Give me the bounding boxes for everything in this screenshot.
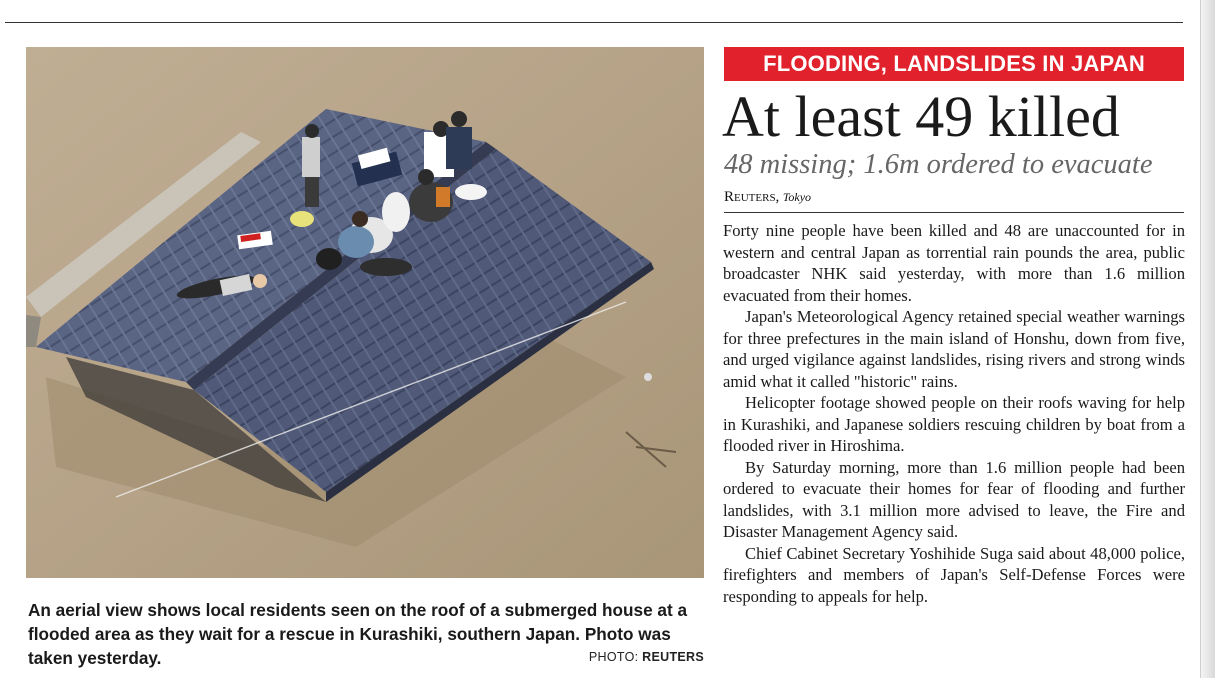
photo-caption: An aerial view shows local residents seen on the roof of a submerged house at a flooded area as they wait for a rescue in Kurashiki, southern Japan. Photo was taken yesterday. xyxy=(28,600,688,668)
top-rule xyxy=(5,22,1183,23)
article-paragraph: Forty nine people have been killed and 48 are unaccounted for in western and central Japan as torrential rain pounds the area, public broadcaster NHK said yesterday, with more than 1.6 million evacuated from their homes. xyxy=(723,221,1185,305)
photo-credit-source: REUTERS xyxy=(642,650,704,664)
byline-agency: Reuters, xyxy=(724,189,780,205)
headline: At least 49 killed xyxy=(722,84,1120,149)
article-paragraph: Chief Cabinet Secretary Yoshihide Suga said about 48,000 police, firefighters and members of Japan's Self-Defense Forces were responding to appeals for help. xyxy=(723,543,1185,606)
photo-credit xyxy=(589,650,704,664)
flood-photo xyxy=(26,47,704,578)
article-body xyxy=(723,220,1185,607)
byline xyxy=(724,187,811,208)
subheadline: 48 missing; 1.6m ordered to evacuate xyxy=(724,149,1153,180)
article-paragraph: By Saturday morning, more than 1.6 million people had been ordered to evacuate their homes for fear of flooding and further landslides, with 3.1 million more advised to leave, the Fire and Disaster Management Agency said. xyxy=(723,457,1185,541)
article-paragraph: Japan's Meteorological Agency retained special weather warnings for three prefectures in the main island of Honshu, down from five, and urged vigilance against landslides, rising rivers and strong winds amid what it called "historic" rains. xyxy=(723,307,1185,391)
story-kicker: FLOODING, LANDSLIDES IN JAPAN xyxy=(724,47,1184,81)
photo-credit-prefix: PHOTO: xyxy=(588,650,639,664)
page-edge xyxy=(1200,0,1215,678)
article-paragraph: Helicopter footage showed people on their roofs waving for help in Kurashiki, and Japanese soldiers rescuing children by boat from a flooded river in Hiroshima. xyxy=(723,393,1185,455)
byline-rule xyxy=(724,212,1184,213)
byline-place: Tokyo xyxy=(782,190,812,204)
